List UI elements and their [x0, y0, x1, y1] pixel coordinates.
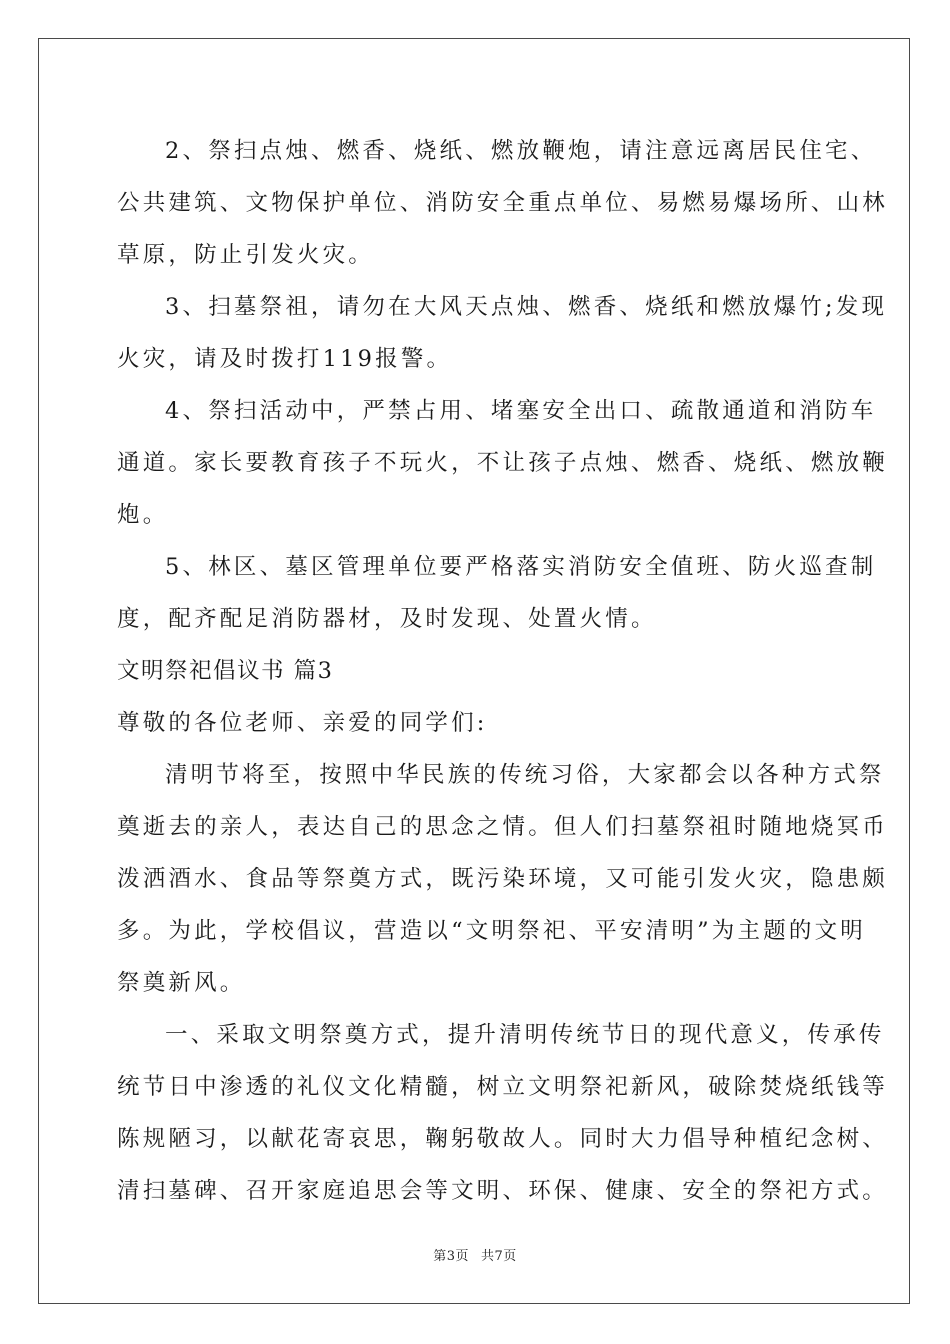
- page-footer: [0, 1245, 950, 1264]
- text-line: 炮。: [117, 502, 169, 528]
- text-line: 奠逝去的亲人，表达自己的思念之情。但人们扫墓祭祖时随地烧冥币: [117, 814, 889, 840]
- paragraph: [117, 281, 888, 385]
- paragraph: [117, 1009, 889, 1217]
- text-line: 多。为此，学校倡议，营造以“文明祭祀、平安清明”为主题的文明: [117, 918, 867, 944]
- total-pages-label: 共7页: [481, 1249, 517, 1264]
- paragraph: [117, 125, 889, 281]
- document-body: [117, 125, 889, 1217]
- text-line: 清明节将至，按照中华民族的传统习俗，大家都会以各种方式祭: [165, 762, 885, 788]
- text-line: 5、林区、墓区管理单位要严格落实消防安全值班、防火巡查制: [165, 554, 877, 580]
- text-line: 4、祭扫活动中，严禁占用、堵塞安全出口、疏散通道和消防车: [165, 398, 877, 424]
- text-line: 草原，防止引发火灾。: [117, 242, 375, 268]
- text-line: 火灾，请及时拨打119报警。: [117, 346, 453, 372]
- section-heading: [117, 645, 835, 697]
- text-line: 公共建筑、文物保护单位、消防安全重点单位、易燃易爆场所、山林: [117, 190, 889, 216]
- paragraph: [117, 385, 889, 541]
- text-line: 祭奠新风。: [117, 970, 246, 996]
- paragraph: [117, 541, 877, 645]
- text-line: 泼洒酒水、食品等祭奠方式，既污染环境，又可能引发火灾，隐患颇: [117, 866, 889, 892]
- text-line: 一、采取文明祭奠方式，提升清明传统节日的现代意义，传承传: [165, 1022, 885, 1048]
- text-line: 通道。家长要教育孩子不玩火，不让孩子点烛、燃香、烧纸、燃放鞭: [117, 450, 889, 476]
- text-line: 度，配齐配足消防器材，及时发现、处置火情。: [117, 606, 657, 632]
- text-line: 文明祭祀倡议书 篇3: [117, 658, 334, 684]
- text-line: 尊敬的各位老师、亲爱的同学们:: [117, 710, 488, 736]
- text-line: 统节日中渗透的礼仪文化精髓，树立文明祭祀新风，破除焚烧纸钱等: [117, 1074, 889, 1100]
- text-line: 陈规陋习，以献花寄哀思，鞠躬敬故人。同时大力倡导种植纪念树、: [117, 1126, 889, 1152]
- paragraph: [117, 697, 835, 749]
- text-line: 3、扫墓祭祖，请勿在大风天点烛、燃香、烧纸和燃放爆竹;发现: [165, 294, 888, 320]
- text-line: 2、祭扫点烛、燃香、烧纸、燃放鞭炮，请注意远离居民住宅、: [165, 138, 877, 164]
- current-page-label: 第3页: [433, 1249, 469, 1264]
- text-line: 清扫墓碑、召开家庭追思会等文明、环保、健康、安全的祭祀方式。: [117, 1178, 889, 1204]
- paragraph: [117, 749, 889, 1009]
